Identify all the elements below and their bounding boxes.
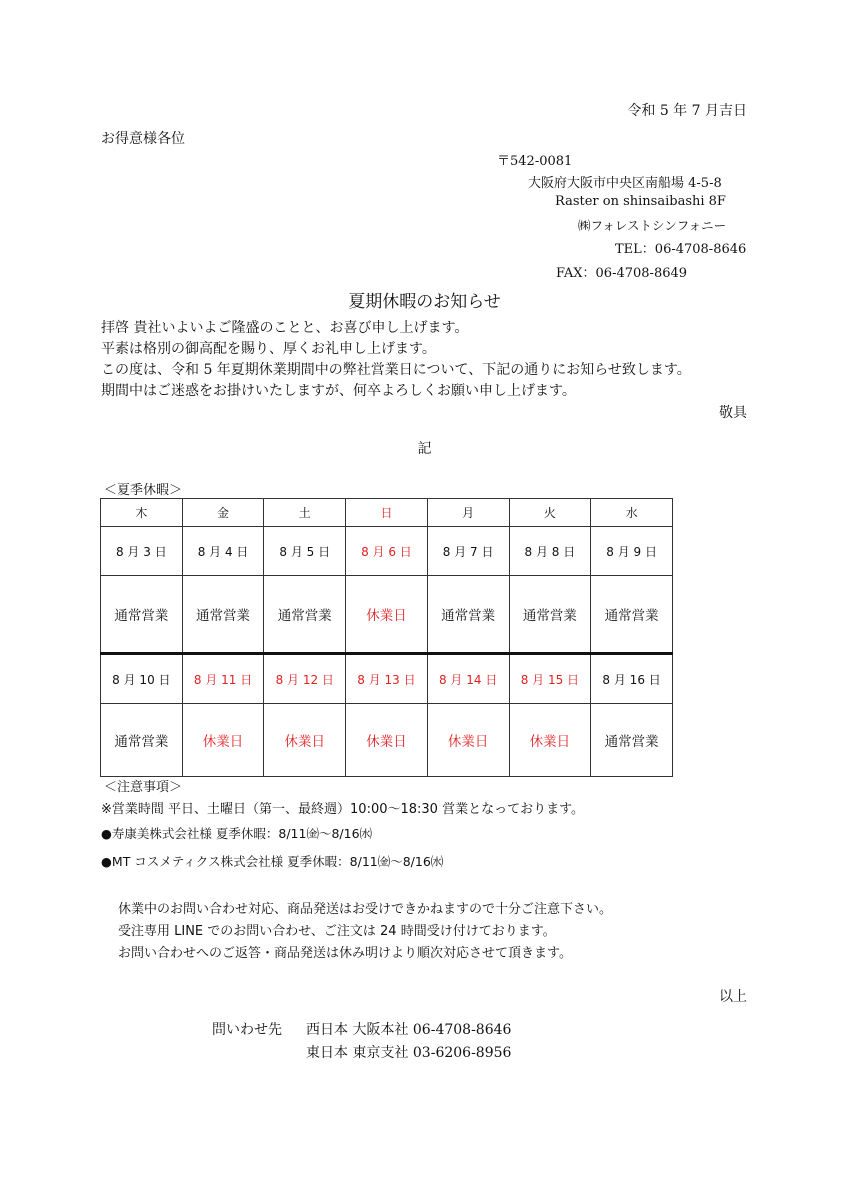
sender-tel: TEL：06-4708-8646 [615,242,747,257]
closing-keigu: 敬具 [719,405,747,421]
contact-east-japan: 東日本 東京支社 03-6206-8956 [306,1045,512,1061]
weekday-header-row [101,499,673,527]
notice-line-3: お問い合わせへのご返答・商品発送は休み明けより順次対応させて頂きます。 [118,946,572,961]
date-cell: 8 月 9 日 [591,527,673,576]
date-cell-holiday: 8 月 14 日 [427,654,509,704]
status-cell-open: 通常営業 [101,704,183,777]
body-line-3: この度は、令和 5 年夏期休業期間中の弊社営業日について、下記の通りにお知らせ致します。 [101,362,691,378]
notice-line-2: 受注専用 LINE でのお問い合わせ、ご注文は 24 時間受け付けております。 [118,924,556,939]
week-1-status-row [101,576,673,654]
week-2-status-row [101,704,673,777]
contact-label: 問いわせ先 [212,1022,282,1038]
date-cell: 8 月 7 日 [427,527,509,576]
recipient: お得意様各位 [101,131,185,147]
date-cell: 8 月 16 日 [591,654,673,704]
sender-fax: FAX：06-4708-8649 [556,266,688,281]
date-cell-holiday: 8 月 13 日 [346,654,428,704]
date-cell: 8 月 10 日 [101,654,183,704]
notes-section-label: ＜注意事項＞ [104,780,183,795]
weekday-cell: 火 [509,499,591,527]
date-cell-holiday: 8 月 11 日 [182,654,264,704]
date-cell: 8 月 4 日 [182,527,264,576]
body-line-2: 平素は格別の御高配を賜り、厚くお礼申し上げます。 [101,341,436,357]
client-holiday-note-2: ●MT コスメティクス株式会社様 夏季休暇：8/11㈮～8/16㈬ [101,854,444,869]
date-cell-holiday: 8 月 12 日 [264,654,346,704]
status-cell-open: 通常営業 [182,576,264,654]
date-cell-holiday: 8 月 15 日 [509,654,591,704]
calendar-section-label: ＜夏季休暇＞ [104,483,183,498]
body-line-4: 期間中はご迷惑をお掛けいたしますが、何卒よろしくお願い申し上げます。 [101,383,576,399]
status-cell-closed: 休業日 [182,704,264,777]
week-1-date-row [101,527,673,576]
ki-heading: 記 [417,441,432,457]
weekday-cell: 月 [427,499,509,527]
status-cell-open: 通常営業 [591,576,673,654]
sender-building: Raster on shinsaibashi 8F [555,194,726,209]
status-cell-closed: 休業日 [346,704,428,777]
date-cell: 8 月 8 日 [509,527,591,576]
status-cell-open: 通常営業 [509,576,591,654]
date-cell: 8 月 5 日 [264,527,346,576]
holiday-calendar-table [100,498,673,777]
document-date: 令和 5 年 7 月吉日 [627,103,747,119]
weekday-cell-sunday: 日 [346,499,428,527]
weekday-cell: 木 [101,499,183,527]
status-cell-closed: 休業日 [509,704,591,777]
date-cell-holiday: 8 月 6 日 [346,527,428,576]
status-cell-open: 通常営業 [591,704,673,777]
sender-address: 大阪府大阪市中央区南船場 4-5-8 [528,176,722,191]
business-hours-note: ※営業時間 平日、土曜日（第一、最終週）10:00～18:30 営業となっております。 [101,802,585,817]
status-cell-closed: 休業日 [346,576,428,654]
weekday-cell: 水 [591,499,673,527]
page-title: 夏期休暇のお知らせ [348,292,501,312]
contact-west-japan: 西日本 大阪本社 06-4708-8646 [306,1022,512,1038]
sender-postal: 〒542-0081 [497,154,573,169]
week-2-date-row [101,654,673,704]
sender-company: ㈱フォレストシンフォニー [578,218,727,233]
status-cell-open: 通常営業 [264,576,346,654]
closing-ijou: 以上 [719,989,747,1005]
date-cell: 8 月 3 日 [101,527,183,576]
body-line-1: 拝啓 貴社いよいよご隆盛のことと、お喜び申し上げます。 [101,320,469,336]
weekday-cell: 金 [182,499,264,527]
weekday-cell: 土 [264,499,346,527]
status-cell-closed: 休業日 [427,704,509,777]
status-cell-closed: 休業日 [264,704,346,777]
client-holiday-note-1: ●寿康美株式会社様 夏季休暇：8/11㈮～8/16㈬ [101,826,373,841]
status-cell-open: 通常営業 [101,576,183,654]
notice-line-1: 休業中のお問い合わせ対応、商品発送はお受けできかねますので十分ご注意下さい。 [118,902,613,917]
status-cell-open: 通常営業 [427,576,509,654]
